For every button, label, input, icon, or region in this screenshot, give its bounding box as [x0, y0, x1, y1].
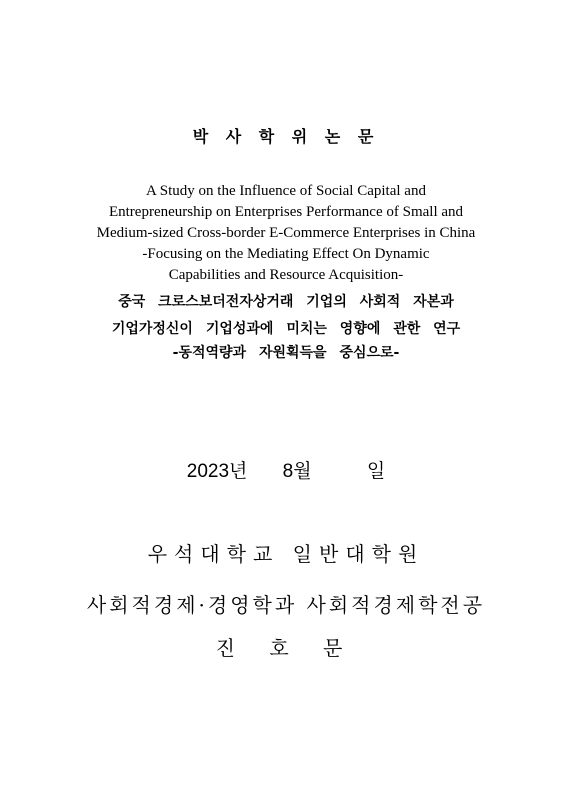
submission-date	[0, 456, 572, 483]
date-year: 2023년	[186, 461, 248, 482]
english-title-line-3: Medium-sized Cross-border E-Commerce Enterprises in China	[96, 225, 476, 241]
korean-title-line-2: 기업가정신이 기업성과에 미치는 영향에 관한 연구	[111, 321, 461, 337]
english-title-line-2: Entrepreneurship on Enterprises Performance of Small and	[108, 204, 464, 220]
university-name: 우석대학교 일반대학원	[147, 542, 425, 566]
degree-label: 박 사 학 위 논 문	[192, 127, 380, 146]
korean-subtitle: -동적역량과 자원획득을 중심으로-	[172, 345, 400, 361]
department-name: 사회적경제·경영학과 사회적경제학전공	[86, 593, 486, 617]
english-title-line-1: A Study on the Influence of Social Capital and	[146, 183, 426, 199]
author-name: 진 호 문	[215, 636, 357, 660]
date-day: 일	[366, 461, 386, 482]
date-month: 8월	[282, 461, 312, 482]
korean-title-line-1: 중국 크로스보더전자상거래 기업의 사회적 자본과	[118, 294, 454, 310]
english-subtitle-line-1: -Focusing on the Mediating Effect On Dynamic	[142, 246, 430, 262]
english-subtitle-line-2: Capabilities and Resource Acquisition-	[168, 267, 404, 283]
